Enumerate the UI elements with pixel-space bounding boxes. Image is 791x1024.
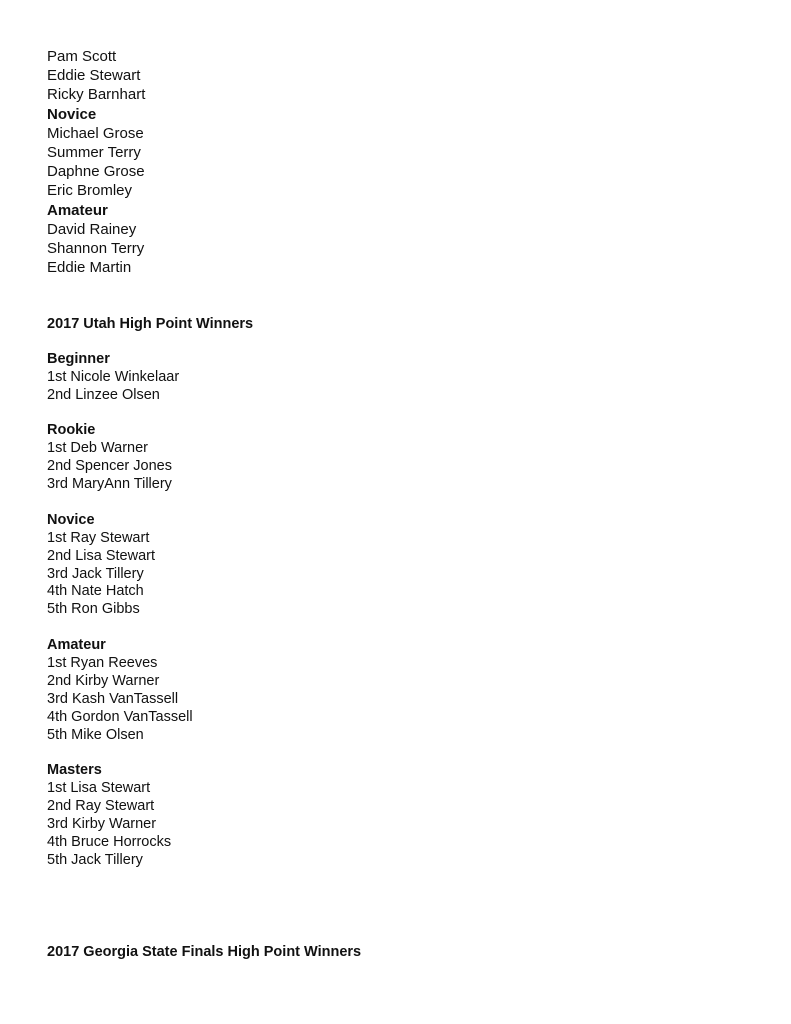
division-heading: Amateur: [47, 201, 108, 219]
division-heading: Novice: [47, 511, 95, 528]
placing-item: 2nd Kirby Warner: [47, 672, 160, 689]
section-title: 2017 Utah High Point Winners: [47, 316, 254, 332]
placing-item: 5th Mike Olsen: [47, 726, 144, 743]
placing-item: 5th Ron Gibbs: [47, 601, 140, 618]
georgia-section: [47, 944, 361, 962]
list-item: Eric Bromley: [47, 182, 133, 200]
placing-item: 3rd Jack Tillery: [47, 565, 144, 582]
list-item: Shannon Terry: [47, 240, 145, 258]
section-title: 2017 Georgia State Finals High Point Winners: [47, 944, 362, 960]
division-novice: [47, 512, 253, 619]
placing-item: 2nd Linzee Olsen: [47, 386, 160, 403]
continued-results-list: [47, 47, 145, 277]
placing-item: 5th Jack Tillery: [47, 851, 143, 868]
list-item: Summer Terry: [47, 144, 141, 162]
division-beginner: [47, 351, 253, 405]
list-item: Daphne Grose: [47, 163, 145, 181]
list-item: Ricky Barnhart: [47, 86, 146, 104]
placing-item: 1st Ryan Reeves: [47, 654, 158, 671]
placing-item: 4th Bruce Horrocks: [47, 833, 172, 850]
placing-item: 3rd Kirby Warner: [47, 816, 157, 833]
placing-item: 1st Ray Stewart: [47, 529, 150, 546]
list-item: Eddie Martin: [47, 259, 132, 277]
list-item: Eddie Stewart: [47, 67, 141, 85]
division-masters: [47, 762, 253, 869]
division-heading: Masters: [47, 762, 102, 779]
division-heading: Amateur: [47, 637, 106, 654]
list-item: Pam Scott: [47, 48, 117, 65]
placing-item: 4th Nate Hatch: [47, 583, 144, 600]
division-amateur: [47, 637, 253, 744]
placing-item: 2nd Ray Stewart: [47, 798, 155, 815]
placing-item: 3rd MaryAnn Tillery: [47, 476, 172, 493]
placing-item: 4th Gordon VanTassell: [47, 708, 193, 725]
list-item: David Rainey: [47, 220, 137, 238]
list-item: Michael Grose: [47, 124, 144, 142]
division-heading: Novice: [47, 105, 97, 123]
division-heading: Rookie: [47, 422, 96, 439]
utah-section: [47, 316, 253, 888]
division-heading: Beginner: [47, 350, 110, 367]
placing-item: 1st Lisa Stewart: [47, 780, 151, 797]
placing-item: 2nd Spencer Jones: [47, 458, 172, 475]
placing-item: 2nd Lisa Stewart: [47, 547, 156, 564]
division-rookie: [47, 422, 253, 494]
placing-item: 1st Deb Warner: [47, 440, 148, 457]
placing-item: 1st Nicole Winkelaar: [47, 368, 180, 385]
placing-item: 3rd Kash VanTassell: [47, 690, 179, 707]
